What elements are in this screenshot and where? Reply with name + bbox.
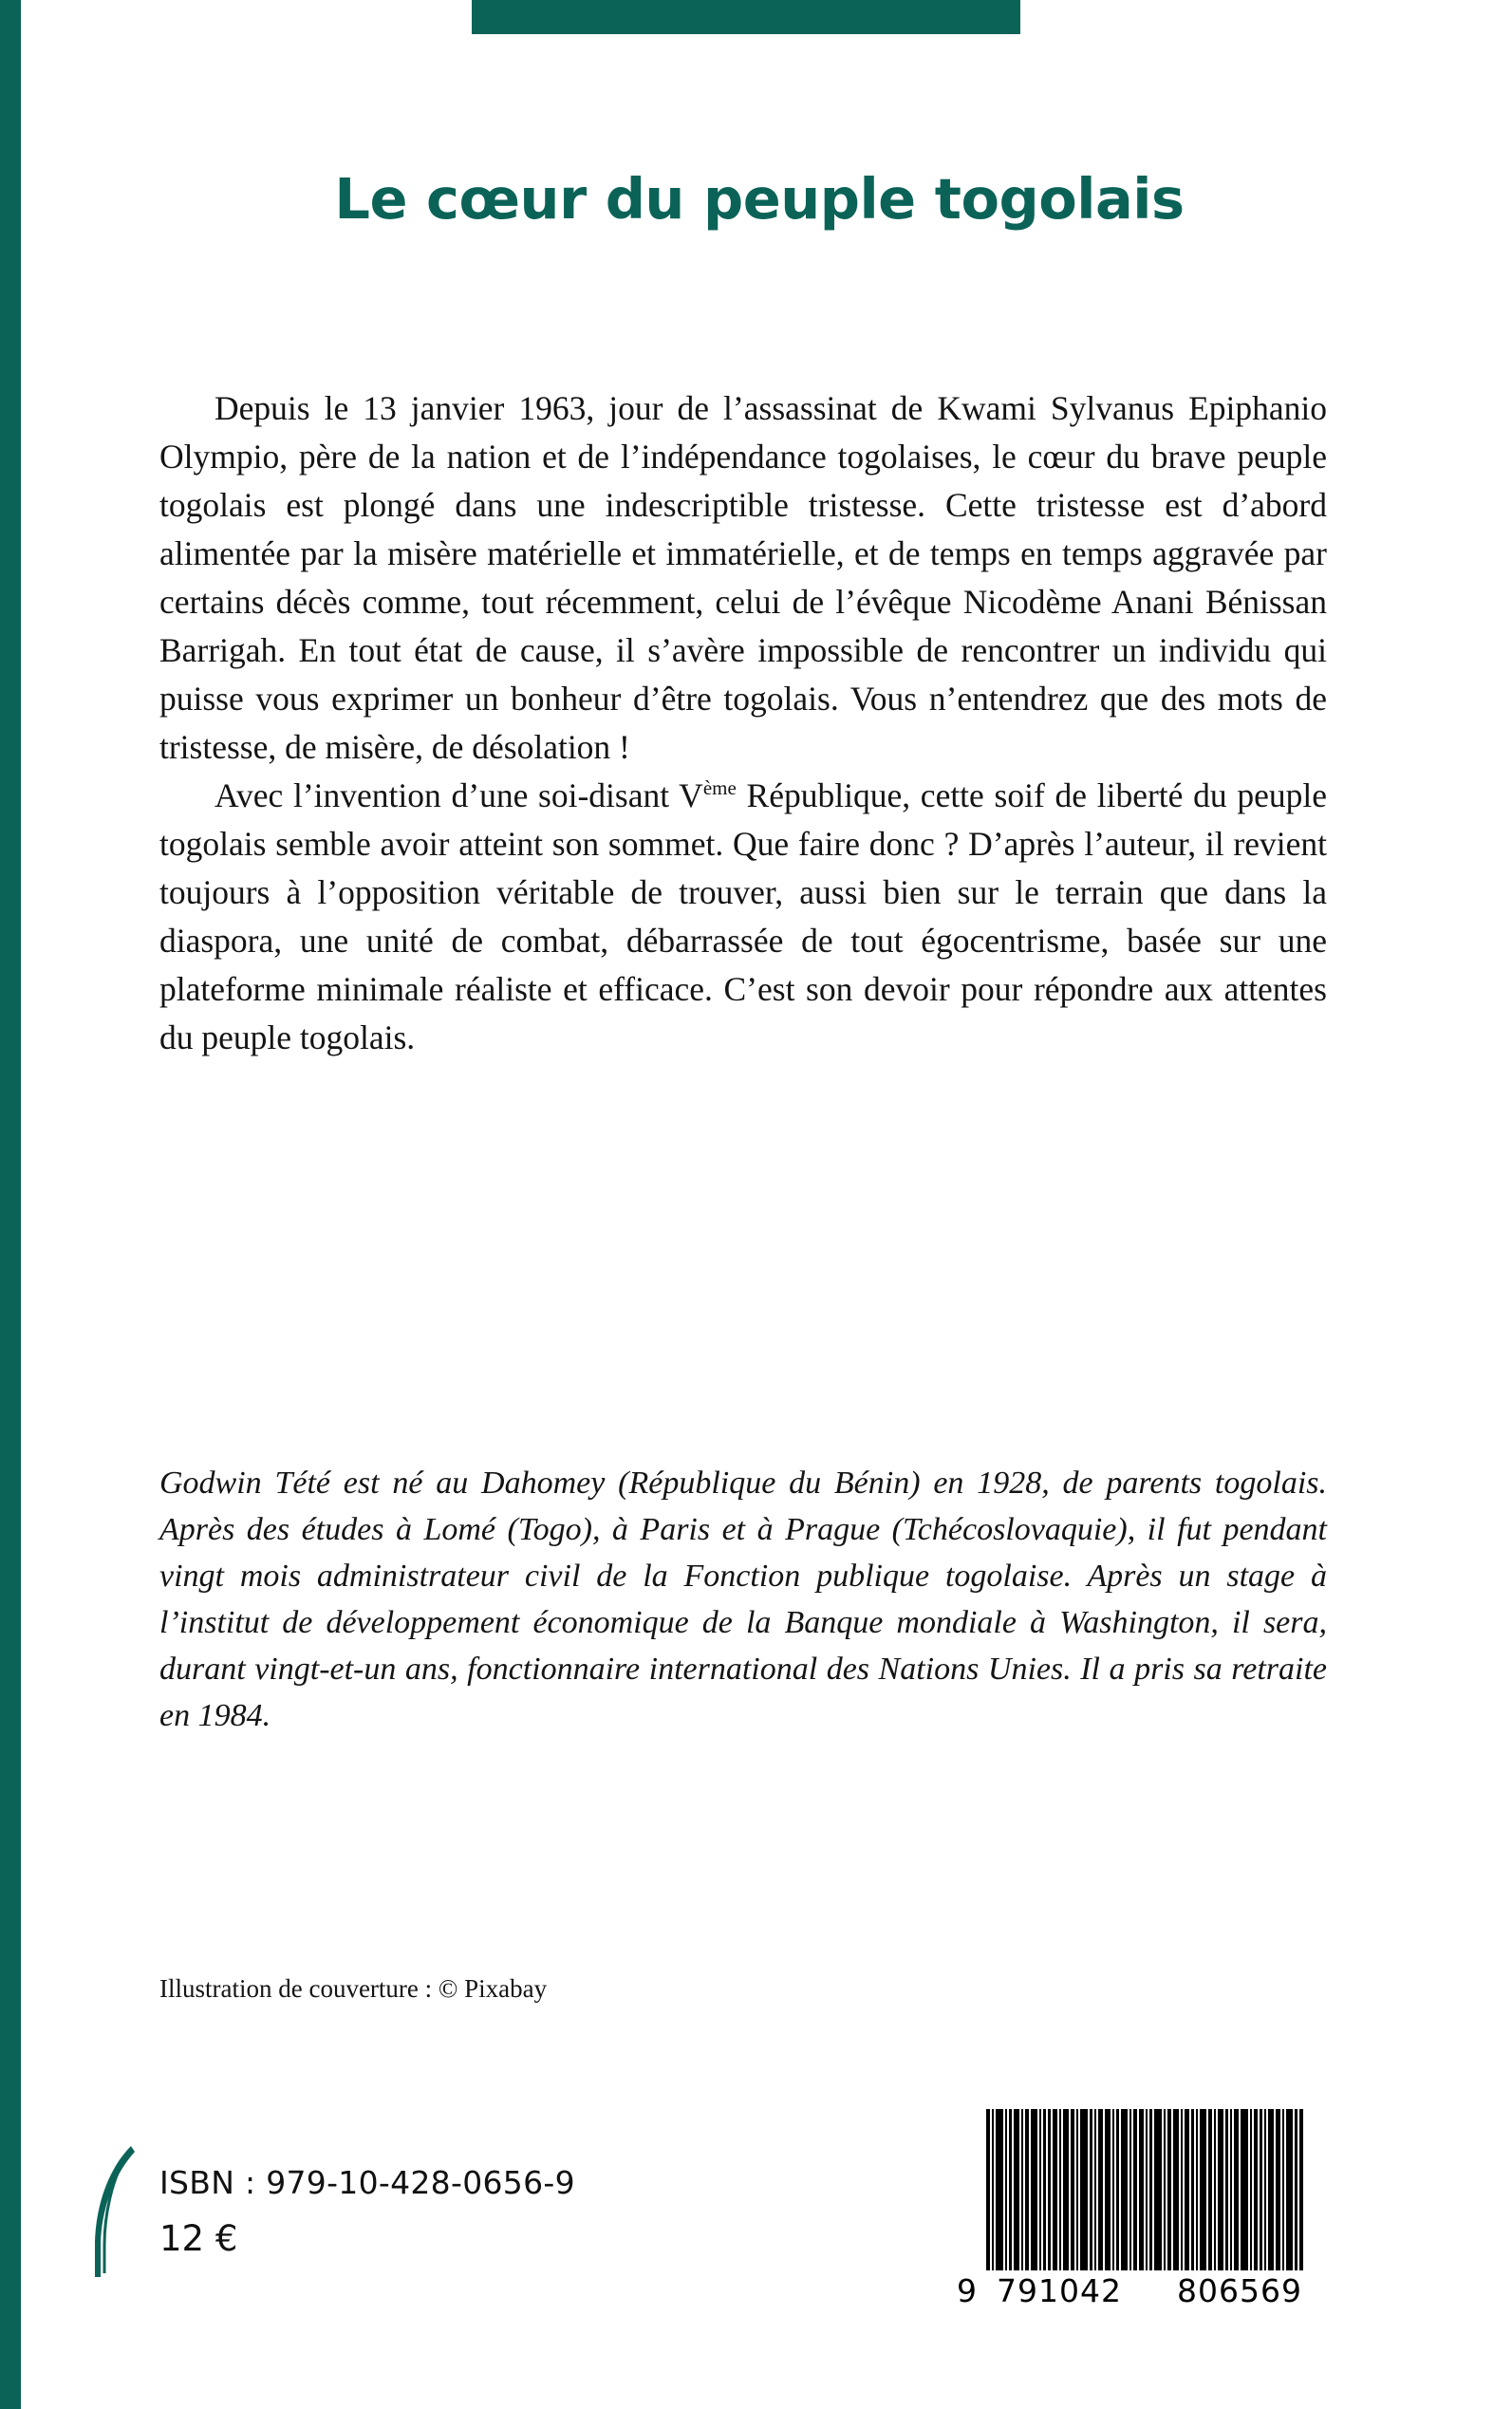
- blurb-paragraph-2: [159, 772, 1327, 1062]
- blurb-p2-superscript: ème: [702, 776, 737, 800]
- barcode-group-1: 791042: [997, 2272, 1122, 2309]
- author-bio-text: Godwin Tété est né au Dahomey (République du Bénin) en 1928, de parents togolais. Après des études à Lomé (Togo), à Paris et à Prague (Tchécoslovaquie), il fut pendant vingt mois administrateur civil de la Fonction publique togolaise. Après un stage à l’institut de développement économique de la Banque mondiale à Washington, il sera, durant vingt-et-un ans, fonctionnaire international des Nations Unies. Il a pris sa retraite en 1984.: [159, 1466, 1327, 1733]
- feather-logo-icon: [87, 2140, 144, 2283]
- barcode-group-2: 806569: [1177, 2272, 1302, 2309]
- top-green-tab: [472, 0, 1020, 34]
- price-text: 12 €: [159, 2218, 238, 2259]
- blurb-text: [159, 384, 1327, 1062]
- blurb-paragraph-1: Depuis le 13 janvier 1963, jour de l’assassinat de Kwami Sylvanus Epiphanio Olympio, père de la nation et de l’indépendance togolaises, le cœur du brave peuple togolais est plongé dans une indescriptible tristesse. Cette tristesse est d’abord alimentée par la misère matérielle et immatérielle, et de temps en temps aggravée par certains décès comme, tout récemment, celui de l’évêque Nicodème Anani Bénissan Barrigah. En tout état de cause, il s’avère impossible de rencontrer un individu qui puisse vous exprimer un bonheur d’être togolais. Vous n’entendrez que des mots de tristesse, de misère, de désolation !: [159, 389, 1327, 766]
- blurb-p2-part2: République, cette soif de liberté du peuple togolais semble avoir atteint son sommet. Que faire donc ? D’après l’auteur, il revient toujours à l’opposition véritable de trouver, aussi bien sur le terrain que dans la diaspora, une unité de combat, débarrassée de tout égocentrisme, basée sur une plateforme minimale réaliste et efficace. C’est son devoir pour répondre aux attentes du peuple togolais.: [159, 776, 1327, 1056]
- blurb-p2-part1: Avec l’invention d’une soi-disant V: [215, 776, 703, 814]
- page-title: Le cœur du peuple togolais: [334, 166, 1185, 232]
- author-bio: [159, 1460, 1327, 1739]
- barcode: [957, 2109, 1336, 2332]
- barcode-bars: [986, 2109, 1336, 2270]
- isbn-text: ISBN : 979-10-428-0656-9: [159, 2164, 575, 2201]
- barcode-lead-digit: 9: [957, 2272, 978, 2309]
- cover-illustration-credit: Illustration de couverture : © Pixabay: [159, 1974, 548, 2003]
- spine-color-band: [0, 0, 21, 2409]
